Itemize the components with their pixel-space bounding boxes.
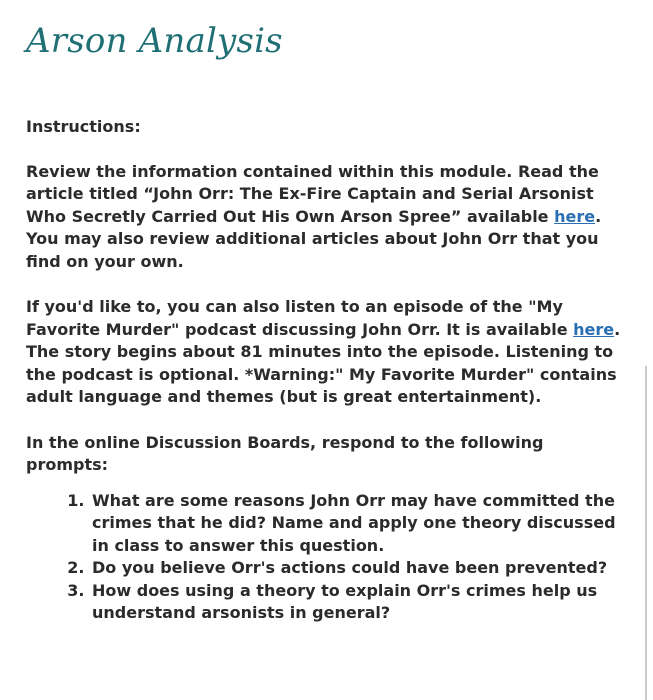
instructions-section (26, 116, 626, 625)
prompt-item: 3. How does using a theory to explain Orr's crimes help us understand arsonists in general? (90, 580, 626, 625)
discussion-paragraph: In the online Discussion Boards, respond to the following prompts: (26, 432, 544, 474)
article-link[interactable]: here (554, 206, 596, 226)
podcast-paragraph (26, 296, 626, 409)
prompt-list (26, 490, 626, 625)
page-title: Arson Analysis (26, 21, 283, 61)
article-paragraph-text-end: . You may also review additional articles about John Orr that you find on your own. (26, 206, 602, 271)
podcast-paragraph-text-end: . The story begins about 81 minutes into the episode. Listening to the podcast is optional. *Warning:" My Favorite Murder" contains adult language and themes (but is great entertainment). (26, 319, 621, 406)
podcast-paragraph-text: If you'd like to, you can also listen to an episode of the "My Favorite Murder" podcast discussing John Orr. It is available (26, 297, 574, 339)
podcast-link[interactable]: here (573, 319, 615, 339)
article-paragraph (26, 161, 626, 274)
scrollbar[interactable] (645, 366, 647, 700)
prompt-item: 1. What are some reasons John Orr may have committed the crimes that he did? Name and apply one theory discussed in class to answer this question. (90, 490, 626, 558)
article-paragraph-text: Review the information contained within this module. Read the article titled “John Orr: The Ex-Fire Captain and Serial Arsonist Who Secretly Carried Out His Own Arson Spree” available (26, 161, 599, 226)
instructions-heading: Instructions: (26, 117, 141, 136)
prompt-item: 2. Do you believe Orr's actions could have been prevented? (90, 557, 626, 580)
